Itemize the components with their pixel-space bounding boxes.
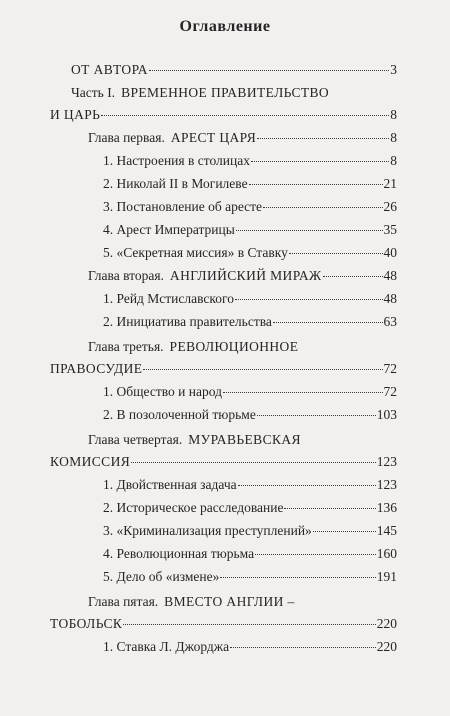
toc-section-label: 3. «Криминализация преступлений» bbox=[103, 523, 312, 538]
toc-chapter-title: АРЕСТ ЦАРЯ bbox=[170, 130, 257, 145]
toc-entry-page: 63 bbox=[383, 314, 397, 329]
toc-entry-page: 123 bbox=[376, 477, 397, 492]
dot-leader bbox=[238, 485, 376, 486]
dot-leader bbox=[236, 230, 383, 231]
toc-section-label: 2. Инициатива правительства bbox=[103, 314, 272, 329]
toc-title: Оглавление bbox=[179, 18, 271, 35]
toc-chapter-5[interactable] bbox=[88, 593, 397, 611]
dot-leader bbox=[255, 554, 376, 555]
dot-leader bbox=[323, 276, 383, 277]
toc-entry-label: ОТ АВТОРА bbox=[71, 62, 148, 77]
toc-chapter-title: РЕВОЛЮЦИОННОЕ bbox=[169, 339, 299, 354]
toc-section-label: 4. Арест Императрицы bbox=[103, 222, 235, 237]
toc-chapter-title-cont: КОМИССИЯ bbox=[50, 454, 131, 469]
toc-section[interactable] bbox=[103, 152, 397, 170]
toc-entry-page: 103 bbox=[376, 407, 397, 422]
toc-chapter-1[interactable] bbox=[88, 129, 397, 147]
dot-leader bbox=[223, 392, 383, 393]
toc-section[interactable] bbox=[103, 499, 397, 517]
toc-section[interactable] bbox=[103, 221, 397, 239]
toc-chapter-3[interactable] bbox=[88, 338, 397, 356]
toc-chapter-label: Глава первая. bbox=[88, 130, 165, 145]
toc-entry-page: 26 bbox=[383, 199, 397, 214]
toc-section[interactable] bbox=[103, 638, 397, 656]
toc-entry-page: 35 bbox=[383, 222, 397, 237]
dot-leader bbox=[273, 322, 383, 323]
toc-section[interactable] bbox=[103, 522, 397, 540]
toc-section-label: 5. «Секретная миссия» в Ставку bbox=[103, 245, 288, 260]
dot-leader bbox=[143, 369, 382, 370]
toc-chapter-title: АНГЛИЙСКИЙ МИРАЖ bbox=[169, 268, 322, 283]
toc-entry-page: 8 bbox=[390, 130, 397, 145]
toc-entry-page: 191 bbox=[376, 569, 397, 584]
toc-part-title-cont: И ЦАРЬ bbox=[50, 107, 101, 122]
toc-section-label: 3. Постановление об аресте bbox=[103, 199, 263, 214]
toc-entry-page: 48 bbox=[383, 268, 397, 283]
toc-section-label: 2. Николай II в Могилеве bbox=[103, 176, 248, 191]
toc-section-label: 1. Общество и народ bbox=[103, 384, 222, 399]
toc-chapter-3-cont[interactable] bbox=[50, 360, 397, 378]
toc-section[interactable] bbox=[103, 383, 397, 401]
dot-leader bbox=[235, 299, 383, 300]
dot-leader bbox=[251, 161, 389, 162]
toc-entry-page: 123 bbox=[376, 454, 397, 469]
toc-section-label: 5. Дело об «измене» bbox=[103, 569, 220, 584]
toc-chapter-label: Глава четвертая. bbox=[88, 432, 183, 447]
toc-entry-page: 145 bbox=[376, 523, 397, 538]
toc-section-label: 1. Настроения в столицах bbox=[103, 153, 250, 168]
dot-leader bbox=[230, 647, 376, 648]
toc-section-label: 2. Историческое расследование bbox=[103, 500, 284, 515]
dot-leader bbox=[313, 531, 376, 532]
toc-section[interactable] bbox=[103, 476, 397, 494]
toc-entry-page: 8 bbox=[390, 107, 397, 122]
toc-entry-page: 40 bbox=[383, 245, 397, 260]
toc-entry-page: 136 bbox=[376, 500, 397, 515]
toc-section[interactable] bbox=[103, 198, 397, 216]
toc-chapter-title-cont: ПРАВОСУДИЕ bbox=[50, 361, 143, 376]
dot-leader bbox=[131, 462, 376, 463]
dot-leader bbox=[263, 207, 382, 208]
toc-entry-page: 8 bbox=[390, 153, 397, 168]
dot-leader bbox=[257, 138, 389, 139]
dot-leader bbox=[101, 115, 389, 116]
toc-section[interactable] bbox=[103, 313, 397, 331]
toc-chapter-title: МУРАВЬЕВСКАЯ bbox=[188, 432, 301, 447]
toc-entry-page: 220 bbox=[376, 616, 397, 631]
dot-leader bbox=[220, 577, 375, 578]
toc-section[interactable] bbox=[103, 545, 397, 563]
toc-entry-page: 72 bbox=[383, 361, 397, 376]
toc-entry-page: 160 bbox=[376, 546, 397, 561]
toc-entry-page: 220 bbox=[376, 639, 397, 654]
toc-chapter-label: Глава вторая. bbox=[88, 268, 164, 283]
toc-section[interactable] bbox=[103, 568, 397, 586]
toc-part-title: ВРЕМЕННОЕ ПРАВИТЕЛЬСТВО bbox=[121, 85, 330, 100]
dot-leader bbox=[284, 508, 375, 509]
toc-section[interactable] bbox=[103, 244, 397, 262]
toc-part-heading[interactable] bbox=[71, 84, 397, 102]
toc-section-label: 2. В позолоченной тюрьме bbox=[103, 407, 256, 422]
toc-section[interactable] bbox=[103, 290, 397, 308]
toc-section-label: 1. Рейд Мстиславского bbox=[103, 291, 234, 306]
toc-chapter-4[interactable] bbox=[88, 431, 397, 449]
toc-chapter-5-cont[interactable] bbox=[50, 615, 397, 633]
toc-entry-from-author[interactable] bbox=[71, 61, 397, 79]
toc-part-label: Часть I. bbox=[71, 85, 116, 100]
dot-leader bbox=[289, 253, 383, 254]
toc-entry-page: 3 bbox=[390, 62, 397, 77]
toc-entry-page: 72 bbox=[383, 384, 397, 399]
dot-leader bbox=[249, 184, 383, 185]
toc-entry-page: 48 bbox=[383, 291, 397, 306]
toc-section-label: 1. Двойственная задача bbox=[103, 477, 237, 492]
toc-section-label: 4. Революционная тюрьма bbox=[103, 546, 255, 561]
toc-entry-page: 21 bbox=[383, 176, 397, 191]
toc-chapter-2[interactable] bbox=[88, 267, 397, 285]
toc-chapter-4-cont[interactable] bbox=[50, 453, 397, 471]
toc-chapter-label: Глава третья. bbox=[88, 339, 164, 354]
toc-section[interactable] bbox=[103, 406, 397, 424]
toc-chapter-title: ВМЕСТО АНГЛИИ – bbox=[164, 594, 295, 609]
toc-part-entry[interactable] bbox=[50, 106, 397, 124]
toc-chapter-title-cont: ТОБОЛЬСК bbox=[50, 616, 123, 631]
dot-leader bbox=[149, 70, 389, 71]
toc-section-label: 1. Ставка Л. Джорджа bbox=[103, 639, 230, 654]
toc-section[interactable] bbox=[103, 175, 397, 193]
toc-chapter-label: Глава пятая. bbox=[88, 594, 159, 609]
dot-leader bbox=[123, 624, 375, 625]
dot-leader bbox=[257, 415, 376, 416]
